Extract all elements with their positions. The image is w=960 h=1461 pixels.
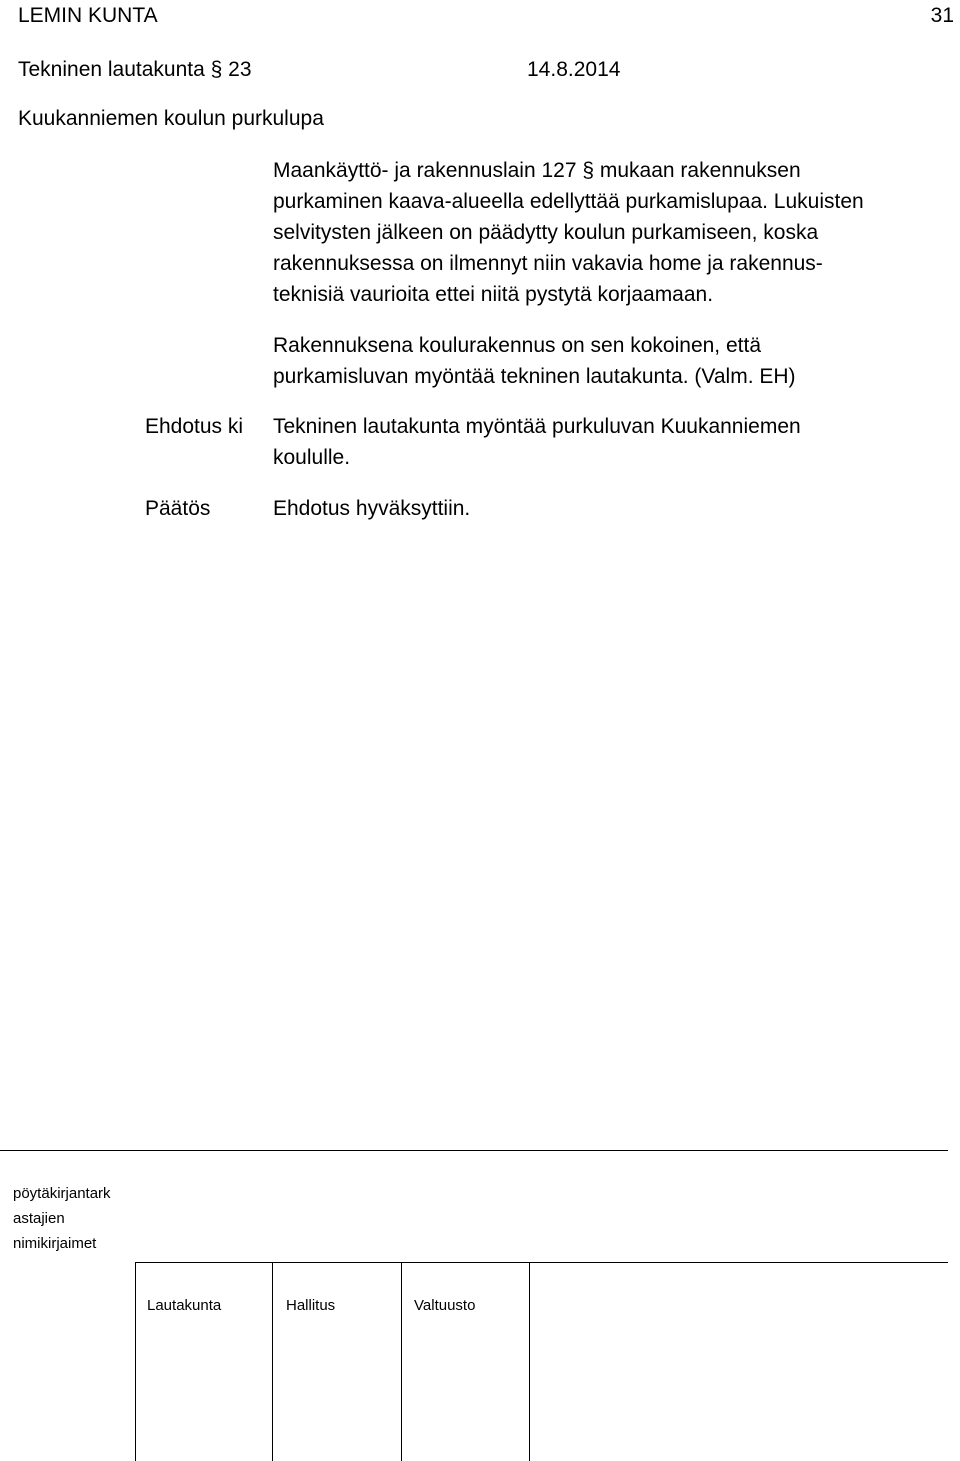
footer-divider xyxy=(0,1150,948,1151)
paragraph-line: koululle. xyxy=(273,446,351,469)
signer-label-line: nimikirjaimet xyxy=(13,1235,97,1252)
meeting-date: 14.8.2014 xyxy=(527,58,621,81)
paragraph-line: Tekninen lautakunta myöntää purkuluvan Kuukanniemen xyxy=(273,415,801,438)
decision-label: Päätös xyxy=(145,497,211,520)
signature-box-divider xyxy=(272,1262,273,1461)
signature-column-lautakunta: Lautakunta xyxy=(147,1297,222,1314)
signature-box-divider xyxy=(401,1262,402,1461)
decision-text: Ehdotus hyväksyttiin. xyxy=(273,497,471,520)
proposal-label: Ehdotus ki xyxy=(145,415,244,438)
page-number: 31 xyxy=(930,4,954,27)
signature-box-top-border xyxy=(135,1262,948,1263)
paragraph-line: Rakennuksena koulurakennus on sen kokoinen, että xyxy=(273,334,762,357)
background-paragraph xyxy=(273,155,953,310)
paragraph-line: Maankäyttö- ja rakennuslain 127 § mukaan rakennuksen xyxy=(273,159,801,182)
meeting-line xyxy=(18,54,621,85)
signer-label-line: pöytäkirjantark xyxy=(13,1185,111,1202)
signer-label-line: astajien xyxy=(13,1210,65,1227)
paragraph-line: purkamisluvan myöntää tekninen lautakunta. (Valm. EH) xyxy=(273,365,796,388)
case-title: Kuukanniemen koulun purkulupa xyxy=(18,107,324,130)
signature-box-divider xyxy=(135,1262,136,1461)
signature-column-valtuusto: Valtuusto xyxy=(414,1297,476,1314)
signer-initials-label xyxy=(13,1181,143,1256)
paragraph-line: teknisiä vaurioita ettei niitä pystytä korjaamaan. xyxy=(273,283,714,306)
paragraph-line: purkaminen kaava-alueella edellyttää purkamislupaa. Lukuisten xyxy=(273,190,864,213)
organization-name: LEMIN KUNTA xyxy=(18,4,158,27)
meeting-reference: Tekninen lautakunta § 23 xyxy=(18,58,252,81)
authority-paragraph xyxy=(273,330,953,392)
proposal-text xyxy=(273,411,953,473)
signature-box-divider xyxy=(529,1262,530,1461)
paragraph-line: selvitysten jälkeen on päädytty koulun purkamiseen, koska xyxy=(273,221,819,244)
signature-column-hallitus: Hallitus xyxy=(286,1297,336,1314)
paragraph-line: rakennuksessa on ilmennyt niin vakavia home ja rakennus- xyxy=(273,252,823,275)
